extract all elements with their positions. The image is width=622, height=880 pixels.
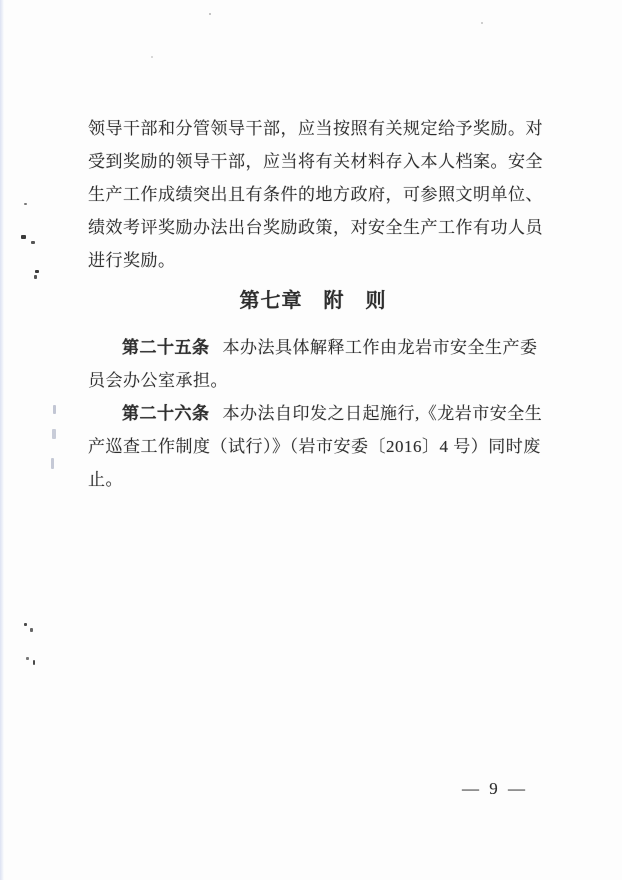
scan-speck	[24, 623, 27, 626]
article-text: 本办法自印发之日起施行,《龙岩市安全生	[222, 404, 543, 423]
scan-speck	[24, 203, 27, 205]
chapter-heading: 第七章 附 则	[239, 290, 387, 312]
scan-speck	[30, 628, 33, 632]
article-line: 员会办公室承担。	[88, 371, 228, 390]
scan-speck	[53, 405, 56, 414]
article-line	[88, 331, 538, 364]
scan-speck	[26, 657, 29, 660]
page-number: — 9 —	[462, 779, 528, 798]
scan-speck	[52, 429, 56, 439]
scan-speck	[481, 22, 483, 24]
article-number: 第二十五条	[122, 338, 210, 357]
article-line	[88, 397, 543, 430]
article-number: 第二十六条	[122, 404, 210, 423]
body-line: 进行奖励。	[88, 251, 176, 270]
scan-speck	[51, 458, 54, 469]
scan-speck	[35, 270, 39, 273]
article-text: 本办法具体解释工作由龙岩市安全生产委	[222, 338, 538, 357]
article-line: 产巡查工作制度（试行）》（岩市安委〔2016〕4 号）同时废	[88, 437, 541, 456]
body-line: 绩效考评奖励办法出台奖励政策，对安全生产工作有功人员	[88, 218, 543, 237]
scan-speck	[209, 13, 211, 15]
article-line: 止。	[88, 470, 123, 489]
scan-speck	[31, 241, 35, 244]
body-line: 受到奖励的领导干部，应当将有关材料存入本人档案。安全	[88, 152, 543, 171]
body-line: 生产工作成绩突出且有条件的地方政府，可参照文明单位、	[88, 185, 543, 204]
scan-speck	[151, 56, 153, 58]
body-line: 领导干部和分管领导干部，应当按照有关规定给予奖励。对	[88, 119, 543, 138]
scan-edge-shadow	[0, 0, 4, 880]
scan-speck	[34, 275, 37, 279]
scan-speck	[33, 660, 35, 665]
scan-speck	[21, 235, 26, 239]
page-content	[88, 112, 543, 496]
